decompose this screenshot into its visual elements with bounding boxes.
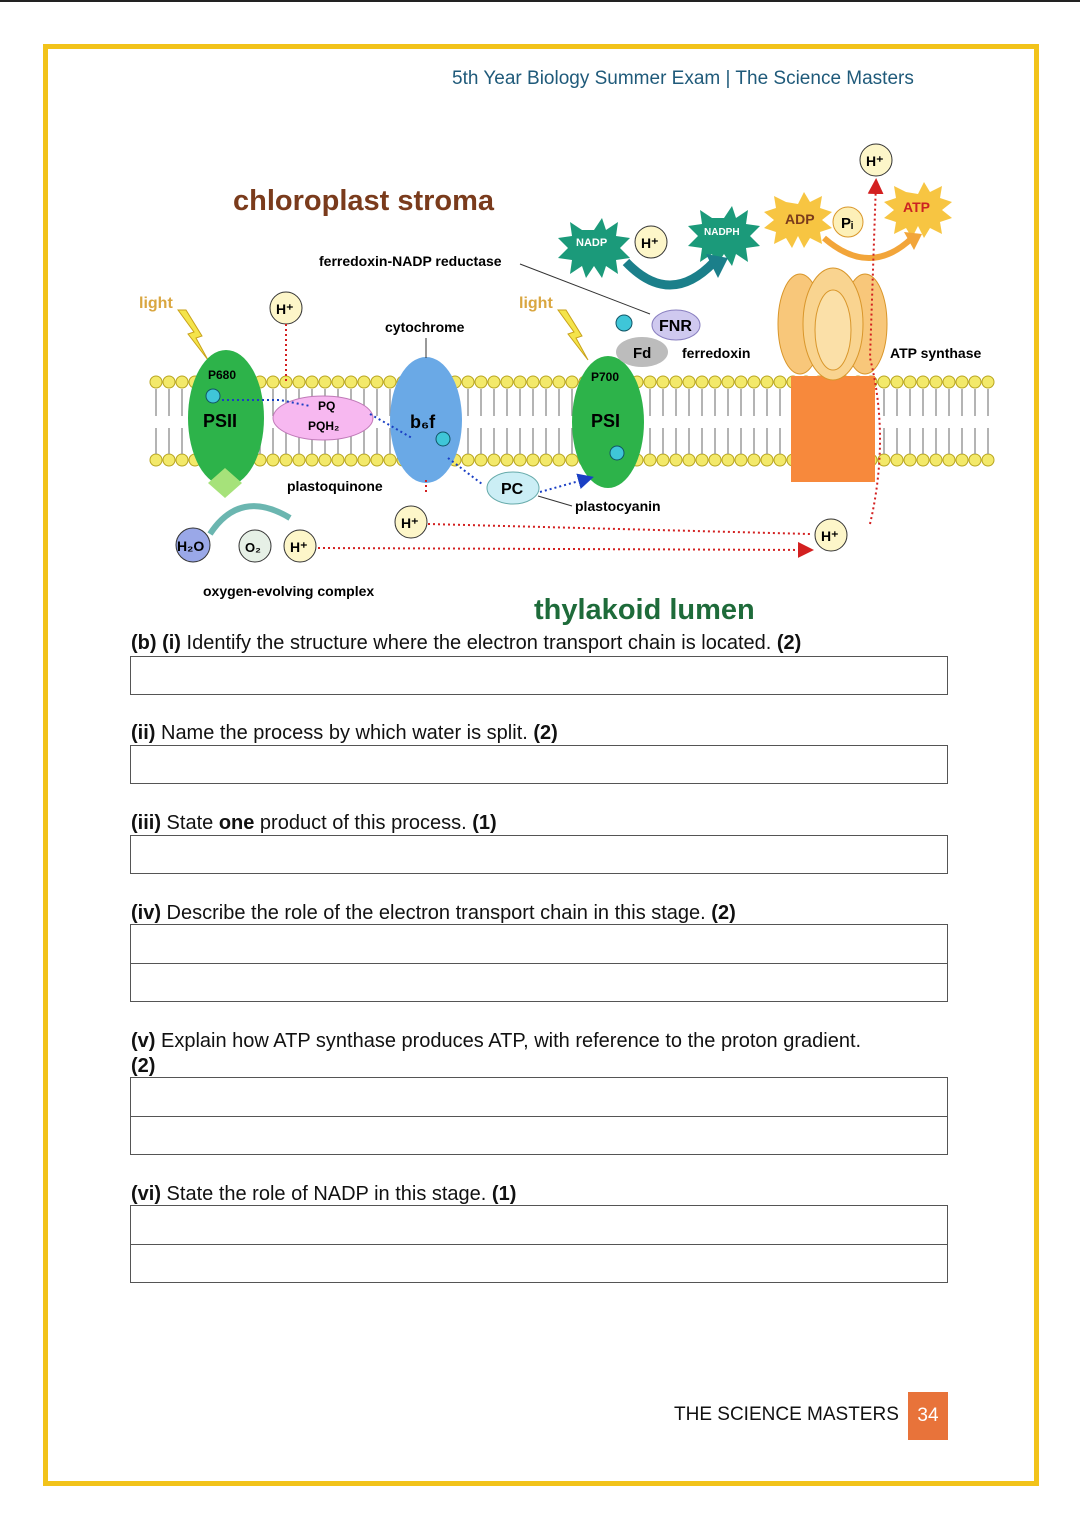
atp-synthase-stalk bbox=[791, 376, 875, 482]
svg-text:H⁺: H⁺ bbox=[290, 539, 308, 555]
lumen-label: thylakoid lumen bbox=[534, 594, 755, 626]
p700-label: P700 bbox=[591, 370, 620, 384]
lipid-head bbox=[930, 376, 942, 388]
lipid-head bbox=[644, 376, 656, 388]
pc-label: PC bbox=[501, 481, 524, 498]
h-plus-icon bbox=[395, 506, 427, 538]
o2-icon bbox=[239, 530, 271, 562]
question-v-marks: (2) bbox=[131, 1055, 156, 1077]
lipid-head bbox=[358, 376, 370, 388]
lipid-head bbox=[748, 454, 760, 466]
lipid-head bbox=[462, 454, 474, 466]
lipid-head bbox=[280, 376, 292, 388]
stroma-label: chloroplast stroma bbox=[233, 185, 495, 217]
lipid-head bbox=[462, 376, 474, 388]
h-plus-icon bbox=[270, 292, 302, 324]
lipid-head bbox=[917, 376, 929, 388]
lipid-head bbox=[943, 376, 955, 388]
lipid-head bbox=[371, 376, 383, 388]
lipid-head bbox=[566, 454, 578, 466]
lipid-head bbox=[176, 376, 188, 388]
page-header: 5th Year Biology Summer Exam | The Science Masters bbox=[452, 68, 914, 89]
lipid-head bbox=[722, 454, 734, 466]
nadp-label: NADP bbox=[576, 237, 608, 249]
lipid-head bbox=[761, 376, 773, 388]
answer-line-divider bbox=[130, 1116, 948, 1117]
question-vi: (vi) State the role of NADP in this stage. (1) bbox=[131, 1183, 517, 1205]
pi-label: Pᵢ bbox=[841, 215, 854, 232]
lipid-head bbox=[969, 454, 981, 466]
svg-text:H⁺: H⁺ bbox=[866, 153, 884, 169]
svg-text:H⁺: H⁺ bbox=[821, 528, 839, 544]
lipid-head bbox=[683, 376, 695, 388]
lipid-head bbox=[527, 454, 539, 466]
lightning-icon bbox=[558, 310, 588, 360]
fnr-name-label: ferredoxin-NADP reductase bbox=[319, 253, 502, 269]
lipid-head bbox=[319, 454, 331, 466]
cytochrome-label: cytochrome bbox=[385, 319, 465, 335]
lipid-head bbox=[709, 376, 721, 388]
lipid-head bbox=[293, 376, 305, 388]
page-number: 34 bbox=[908, 1392, 948, 1440]
lightning-icon bbox=[178, 310, 208, 360]
h-plus-icon bbox=[635, 226, 667, 258]
svg-text:H⁺: H⁺ bbox=[641, 235, 659, 251]
lipid-head bbox=[488, 376, 500, 388]
atp-synthase-label: ATP synthase bbox=[890, 345, 982, 361]
lipid-head bbox=[306, 376, 318, 388]
lipid-head bbox=[956, 454, 968, 466]
h2o-icon bbox=[176, 528, 210, 562]
light-label-2: light bbox=[519, 295, 553, 312]
h-plus-icon bbox=[860, 144, 892, 176]
atp-label: ATP bbox=[903, 199, 930, 215]
nadp-reduction-arrow bbox=[626, 262, 714, 285]
lipid-head bbox=[930, 454, 942, 466]
lipid-head bbox=[306, 454, 318, 466]
lipid-head bbox=[332, 454, 344, 466]
nadph-label: NADPH bbox=[704, 227, 740, 238]
top-rule bbox=[0, 0, 1080, 2]
lipid-head bbox=[163, 454, 175, 466]
b6f-label: b₆f bbox=[410, 412, 436, 432]
lipid-head bbox=[163, 376, 175, 388]
question-b-i: (b) (i) Identify the structure where the electron transport chain is located. (2) bbox=[131, 632, 802, 654]
lipid-head bbox=[761, 454, 773, 466]
lipid-head bbox=[514, 376, 526, 388]
lipid-head bbox=[527, 376, 539, 388]
lipid-head bbox=[345, 454, 357, 466]
water-split-arrow bbox=[210, 506, 290, 534]
pqh2-label: PQH₂ bbox=[308, 419, 340, 433]
atp-formation-arrow bbox=[824, 238, 912, 258]
answer-box-ii[interactable] bbox=[130, 745, 948, 784]
svg-text:H⁺: H⁺ bbox=[401, 515, 419, 531]
fnr-label: FNR bbox=[659, 318, 692, 335]
question-iv: (iv) Describe the role of the electron transport chain in this stage. (2) bbox=[131, 902, 736, 924]
lipid-head bbox=[566, 376, 578, 388]
lipid-head bbox=[150, 376, 162, 388]
svg-text:H₂O: H₂O bbox=[177, 538, 205, 554]
lipid-head bbox=[553, 454, 565, 466]
lipid-head bbox=[982, 454, 994, 466]
lipid-head bbox=[345, 376, 357, 388]
lipid-head bbox=[267, 376, 279, 388]
lipid-head bbox=[332, 376, 344, 388]
question-v: (v) Explain how ATP synthase produces ATP, with reference to the proton gradient. bbox=[131, 1030, 862, 1052]
light-reaction-diagram bbox=[130, 138, 1000, 628]
lipid-head bbox=[371, 454, 383, 466]
lipid-head bbox=[956, 376, 968, 388]
svg-text:O₂: O₂ bbox=[245, 540, 261, 555]
electron-icon bbox=[206, 389, 220, 403]
lipid-head bbox=[319, 376, 331, 388]
p680-label: P680 bbox=[208, 368, 237, 382]
lipid-head bbox=[514, 454, 526, 466]
question-ii: (ii) Name the process by which water is split. (2) bbox=[131, 722, 558, 744]
lipid-head bbox=[670, 376, 682, 388]
lipid-head bbox=[488, 454, 500, 466]
h-plus-icon bbox=[284, 530, 316, 562]
lipid-head bbox=[904, 376, 916, 388]
pq-label: PQ bbox=[318, 399, 336, 413]
lipid-head bbox=[540, 376, 552, 388]
footer-brand: THE SCIENCE MASTERS bbox=[674, 1404, 899, 1425]
lipid-head bbox=[540, 454, 552, 466]
lipid-head bbox=[657, 376, 669, 388]
answer-box-b-i[interactable] bbox=[130, 656, 948, 695]
lipid-head bbox=[384, 454, 396, 466]
lipid-head bbox=[943, 454, 955, 466]
psii-label: PSII bbox=[203, 411, 238, 431]
lipid-head bbox=[878, 376, 890, 388]
oec-label: oxygen-evolving complex bbox=[203, 583, 375, 599]
psi-label: PSI bbox=[591, 411, 621, 431]
lipid-head bbox=[553, 376, 565, 388]
lipid-head bbox=[176, 454, 188, 466]
lipid-head bbox=[501, 376, 513, 388]
answer-line-divider bbox=[130, 963, 948, 964]
svg-text:H⁺: H⁺ bbox=[276, 301, 294, 317]
lipid-head bbox=[748, 376, 760, 388]
lipid-head bbox=[709, 454, 721, 466]
lipid-head bbox=[774, 376, 786, 388]
fd-label: Fd bbox=[633, 345, 652, 362]
lipid-head bbox=[150, 454, 162, 466]
answer-box-iii[interactable] bbox=[130, 835, 948, 874]
lipid-head bbox=[891, 376, 903, 388]
lipid-head bbox=[917, 454, 929, 466]
lipid-head bbox=[969, 376, 981, 388]
question-iii: (iii) State one product of this process. (1) bbox=[131, 812, 497, 834]
lipid-head bbox=[644, 454, 656, 466]
lipid-head bbox=[735, 454, 747, 466]
plastoquinone-label: plastoquinone bbox=[287, 478, 383, 494]
h-plus-icon bbox=[815, 519, 847, 551]
lipid-head bbox=[670, 454, 682, 466]
lipid-head bbox=[657, 454, 669, 466]
lipid-head bbox=[722, 376, 734, 388]
lipid-head bbox=[280, 454, 292, 466]
lipid-head bbox=[267, 454, 279, 466]
lipid-head bbox=[475, 454, 487, 466]
lipid-head bbox=[358, 454, 370, 466]
lipid-head bbox=[982, 376, 994, 388]
electron-icon bbox=[436, 432, 450, 446]
lipid-head bbox=[774, 454, 786, 466]
ferredoxin-label: ferredoxin bbox=[682, 345, 751, 361]
lipid-head bbox=[735, 376, 747, 388]
electron-icon bbox=[610, 446, 624, 460]
adp-label: ADP bbox=[785, 211, 815, 227]
answer-line-divider bbox=[130, 1244, 948, 1245]
lipid-head bbox=[891, 454, 903, 466]
lipid-head bbox=[475, 376, 487, 388]
lipid-head bbox=[904, 454, 916, 466]
lipid-head bbox=[696, 454, 708, 466]
lipid-head bbox=[683, 454, 695, 466]
lipid-head bbox=[696, 376, 708, 388]
light-label-1: light bbox=[139, 295, 173, 312]
electron-icon bbox=[616, 315, 632, 331]
lipid-head bbox=[384, 376, 396, 388]
plastocyanin-label: plastocyanin bbox=[575, 498, 661, 514]
lipid-head bbox=[501, 454, 513, 466]
lipid-head bbox=[293, 454, 305, 466]
